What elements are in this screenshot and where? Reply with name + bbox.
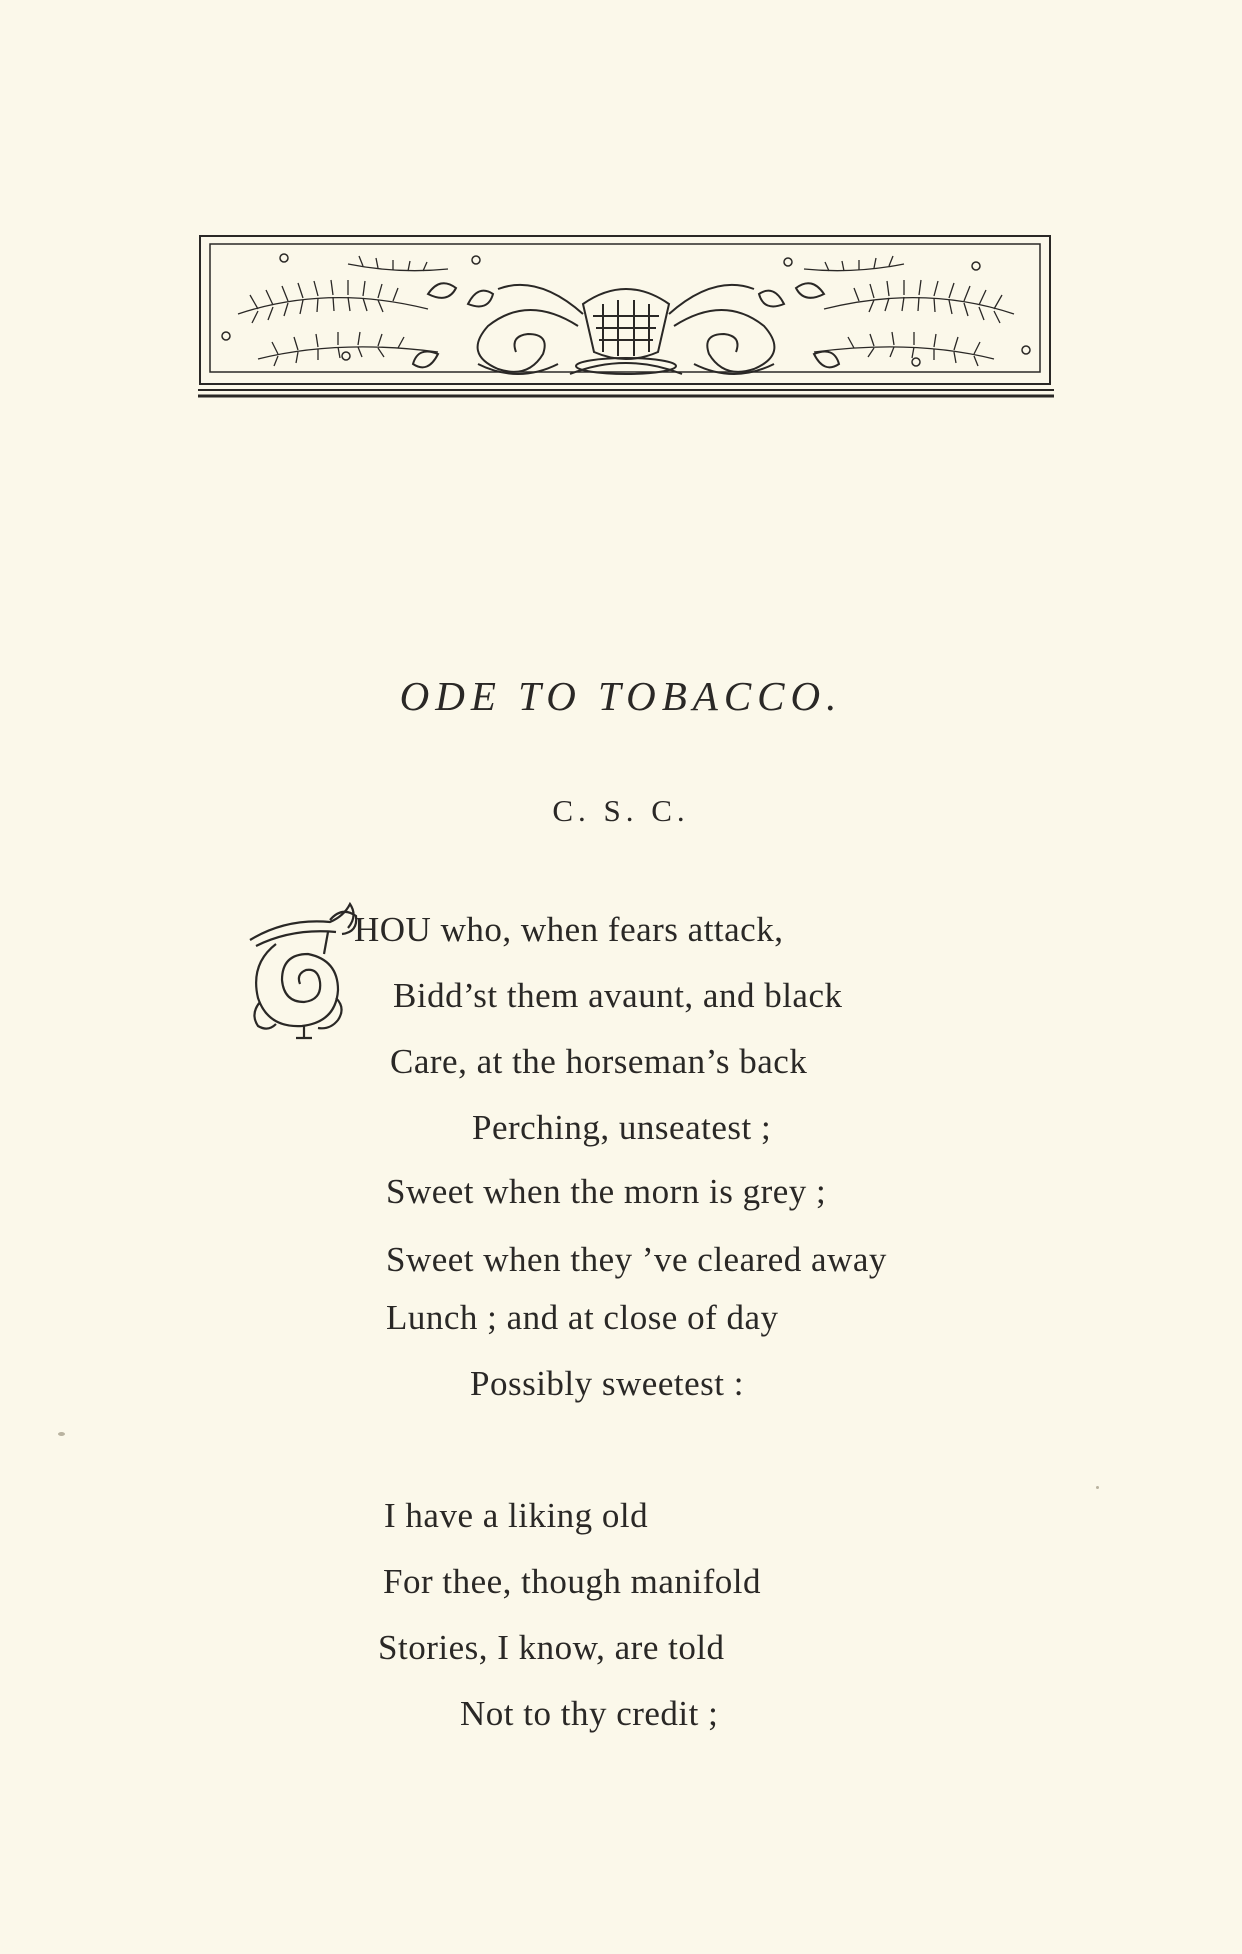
stanza1-line1: HOU who, when fears attack,	[354, 910, 784, 949]
stanza1-line6: Sweet when they ’ve cleared away	[386, 1240, 887, 1279]
left-foliage	[238, 256, 448, 366]
stanza1-line8: Possibly sweetest :	[470, 1364, 744, 1403]
poem-title: ODE TO TOBACCO.	[399, 673, 843, 719]
right-foliage	[804, 256, 1014, 366]
stanza1-line7: Lunch ; and at close of day	[386, 1298, 779, 1337]
stanza1-line2: Bidd’st them avaunt, and black	[393, 976, 843, 1015]
left-scroll	[413, 283, 583, 374]
stanza2-line4: Not to thy credit ;	[460, 1694, 719, 1733]
drop-cap-t	[246, 885, 364, 1038]
ornamental-headpiece	[198, 234, 1054, 404]
stanza2-line3: Stories, I know, are told	[378, 1628, 725, 1667]
stanza1-line4: Perching, unseatest ;	[472, 1108, 772, 1147]
ornament-dots	[222, 254, 1030, 366]
stanza1-line5: Sweet when the morn is grey ;	[386, 1172, 827, 1211]
drop-cap-letter: T	[246, 885, 256, 902]
stanza2-line1: I have a liking old	[384, 1496, 649, 1535]
poem-author: C. S. C.	[552, 793, 690, 828]
urn-motif	[570, 289, 682, 374]
paper-speck	[58, 1432, 65, 1436]
paper-speck	[1096, 1486, 1099, 1489]
stanza1-line3: Care, at the horseman’s back	[390, 1042, 808, 1081]
right-scroll	[669, 283, 839, 374]
stanza2-line2: For thee, though manifold	[383, 1562, 762, 1601]
